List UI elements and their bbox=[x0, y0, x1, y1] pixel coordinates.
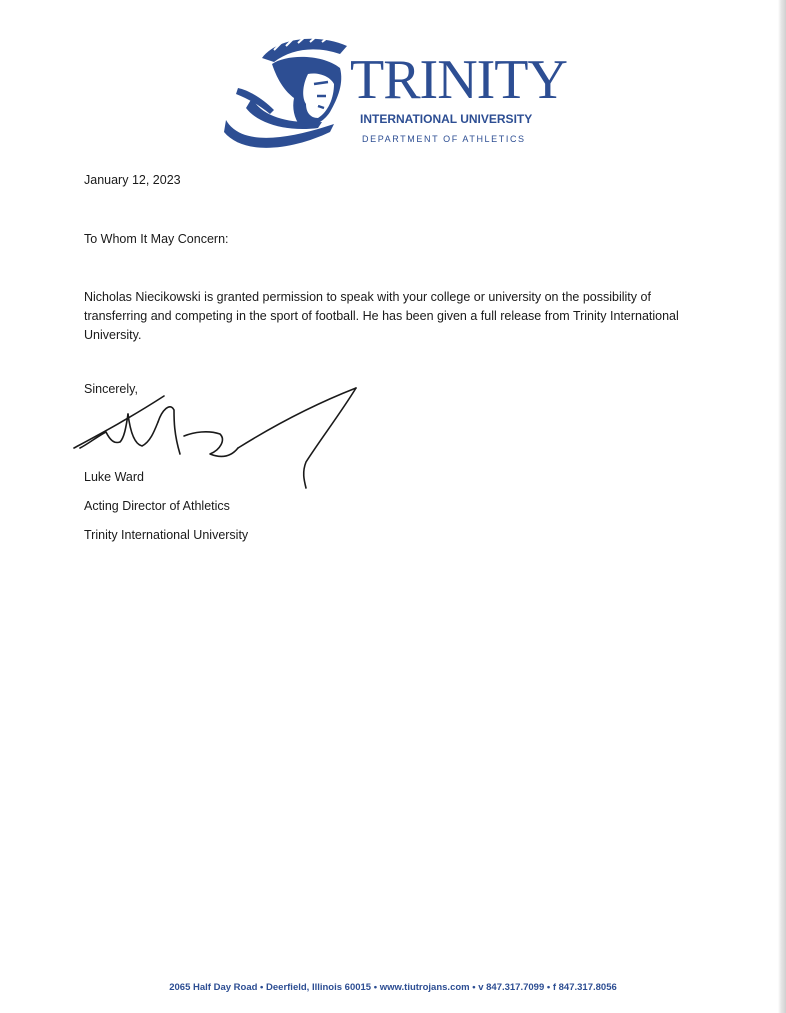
university-name: TRINITY bbox=[350, 49, 567, 111]
letter-body: Nicholas Niecikowski is granted permission to speak with your college or university on the possibility of transferring and competing in the sport of football. He has been given a full release from Trinity International University. bbox=[84, 290, 679, 342]
salutation: To Whom It May Concern: bbox=[84, 232, 229, 246]
footer-contact: 2065 Half Day Road • Deerfield, Illinois 60015 • www.tiutrojans.com • v 847.317.7099 • f 847.317.8056 bbox=[169, 982, 617, 993]
university-subtitle: INTERNATIONAL UNIVERSITY bbox=[360, 112, 533, 126]
trojan-helmet-icon bbox=[222, 28, 352, 150]
signatory-organization: Trinity International University bbox=[84, 528, 249, 542]
closing: Sincerely, bbox=[84, 382, 138, 396]
signatory-name: Luke Ward bbox=[84, 470, 144, 484]
scan-edge bbox=[778, 0, 786, 1013]
department-name: DEPARTMENT OF ATHLETICS bbox=[362, 134, 526, 144]
letter-date: January 12, 2023 bbox=[84, 173, 181, 187]
signatory-title: Acting Director of Athletics bbox=[84, 499, 230, 513]
